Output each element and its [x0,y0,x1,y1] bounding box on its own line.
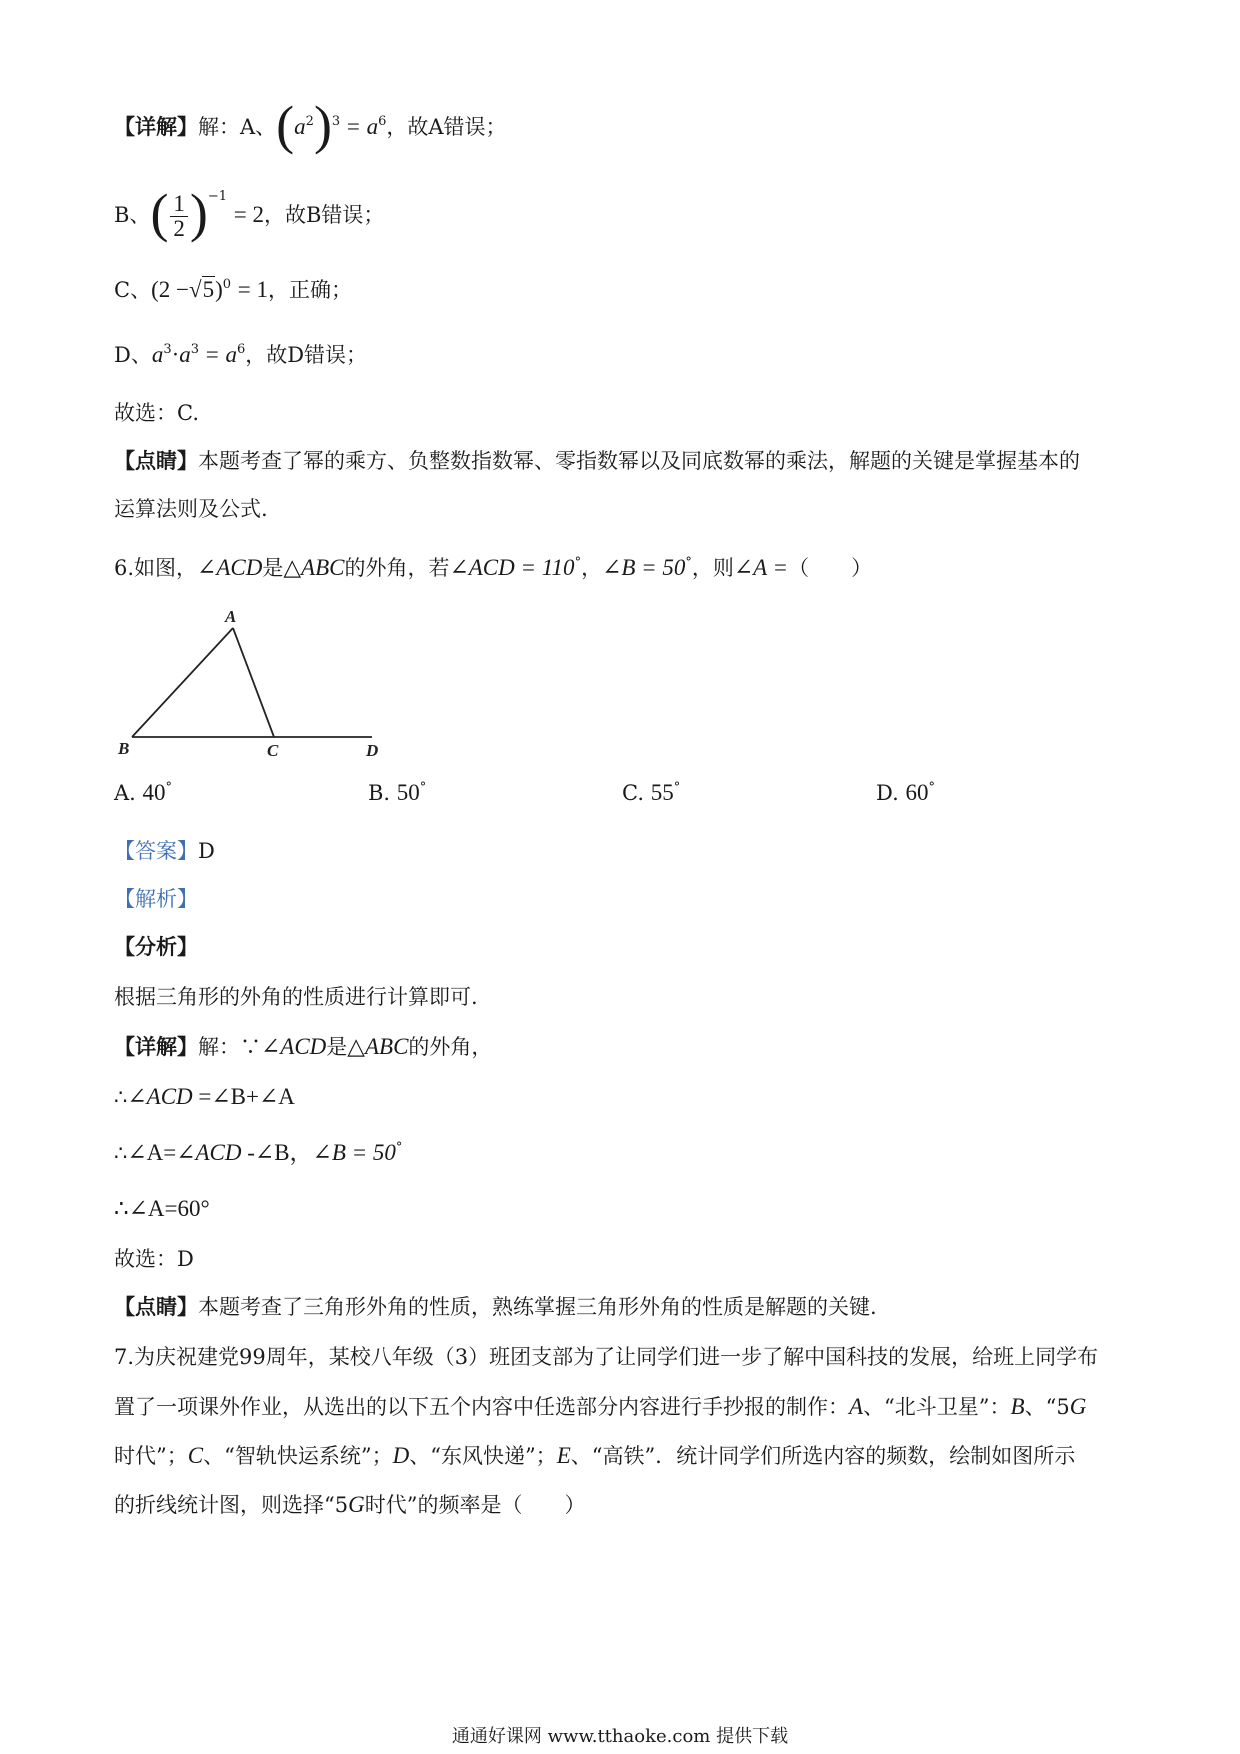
q7-line2: 置了一项课外作业，从选出的以下五个内容中任选部分内容进行手抄报的制作：A、“北斗卫星”：B、“5G [114,1394,1087,1419]
label-d: D [366,741,379,760]
fraction: $\frac{1}{2}$ [170,192,188,241]
label-c: C [267,741,279,760]
q7-line3: 时代”；C、“智轨快运系统”；D、“东风快递”；E、“高铁”．统计同学们所选内容的频数，绘制如图所示 [114,1443,1076,1468]
q6-analysis-label: 【解析】 [114,887,198,911]
q6-step1: ∴∠ACD =∠B+∠A [114,1084,295,1109]
q6-fenxi-label: 【分析】 [114,934,198,959]
q6-stem: 6.如图，∠ACD是△ABC的外角，若∠ACD = 110°，∠B = 50°，则∠A =（ ） [114,555,873,580]
q6-choice: 故选：D [114,1247,194,1271]
option-b[interactable]: B. 50° [368,780,427,805]
q5-choice: 故选：C. [114,401,199,425]
q6-detail: 【详解】解：∵∠ACD是△ABC的外角， [114,1034,493,1059]
label-a: A [225,607,237,626]
sqrt-expression: √5 [188,277,215,302]
q5-detail-d: D、$a^3\cdot a^3 = a^6$，故D错误； [114,342,368,367]
q6-answer: 【答案】D [114,839,215,863]
option-d[interactable]: D. 60° [876,780,935,805]
segment-ac [233,628,274,737]
q5-comment-line2: 运算法则及公式. [114,497,268,521]
option-a[interactable]: A. 40° [114,780,173,805]
q6-comment: 【点睛】本题考查了三角形外角的性质，熟练掌握三角形外角的性质是解题的关键. [114,1294,877,1319]
option-c[interactable]: C. 55° [622,780,681,805]
q7-line1: 7.为庆祝建党99周年，某校八年级（3）班团支部为了让同学们进一步了解中国科技的发展，给班上同学布 [114,1345,1099,1369]
triangle-figure [108,596,398,766]
q6-fenxi-text: 根据三角形的外角的性质进行计算即可. [114,985,478,1009]
q5-detail-c: C、$(2 -√5)^0 = 1$，正确； [114,277,352,302]
label-b: B [118,739,130,758]
detail-label: 【详解】 [114,114,198,139]
q7-line4: 的折线统计图，则选择“5G时代”的频率是（ ） [114,1492,586,1517]
q6-step3: ∴∠A=60° [114,1196,210,1221]
q5-comment-line1: 【点睛】本题考查了幂的乘方、负整数指数幂、零指数幂以及同底数幂的乘法，解题的关键是掌握基本的 [114,448,1080,473]
q5-detail-a: 【详解】解：A、$(a^2)^3 = a^6$，故A错误； [114,95,507,155]
segment-ab [132,628,233,737]
q6-step2: ∴∠A=∠ACD -∠B，∠B = 50° [114,1140,403,1165]
page-footer: 通通好课网 www.tthaoke.com 提供下载 [451,1726,789,1747]
q5-detail-b: B、( $\frac{1}{2}$ )$^{-1}$ = 2，故B错误； [114,183,385,243]
